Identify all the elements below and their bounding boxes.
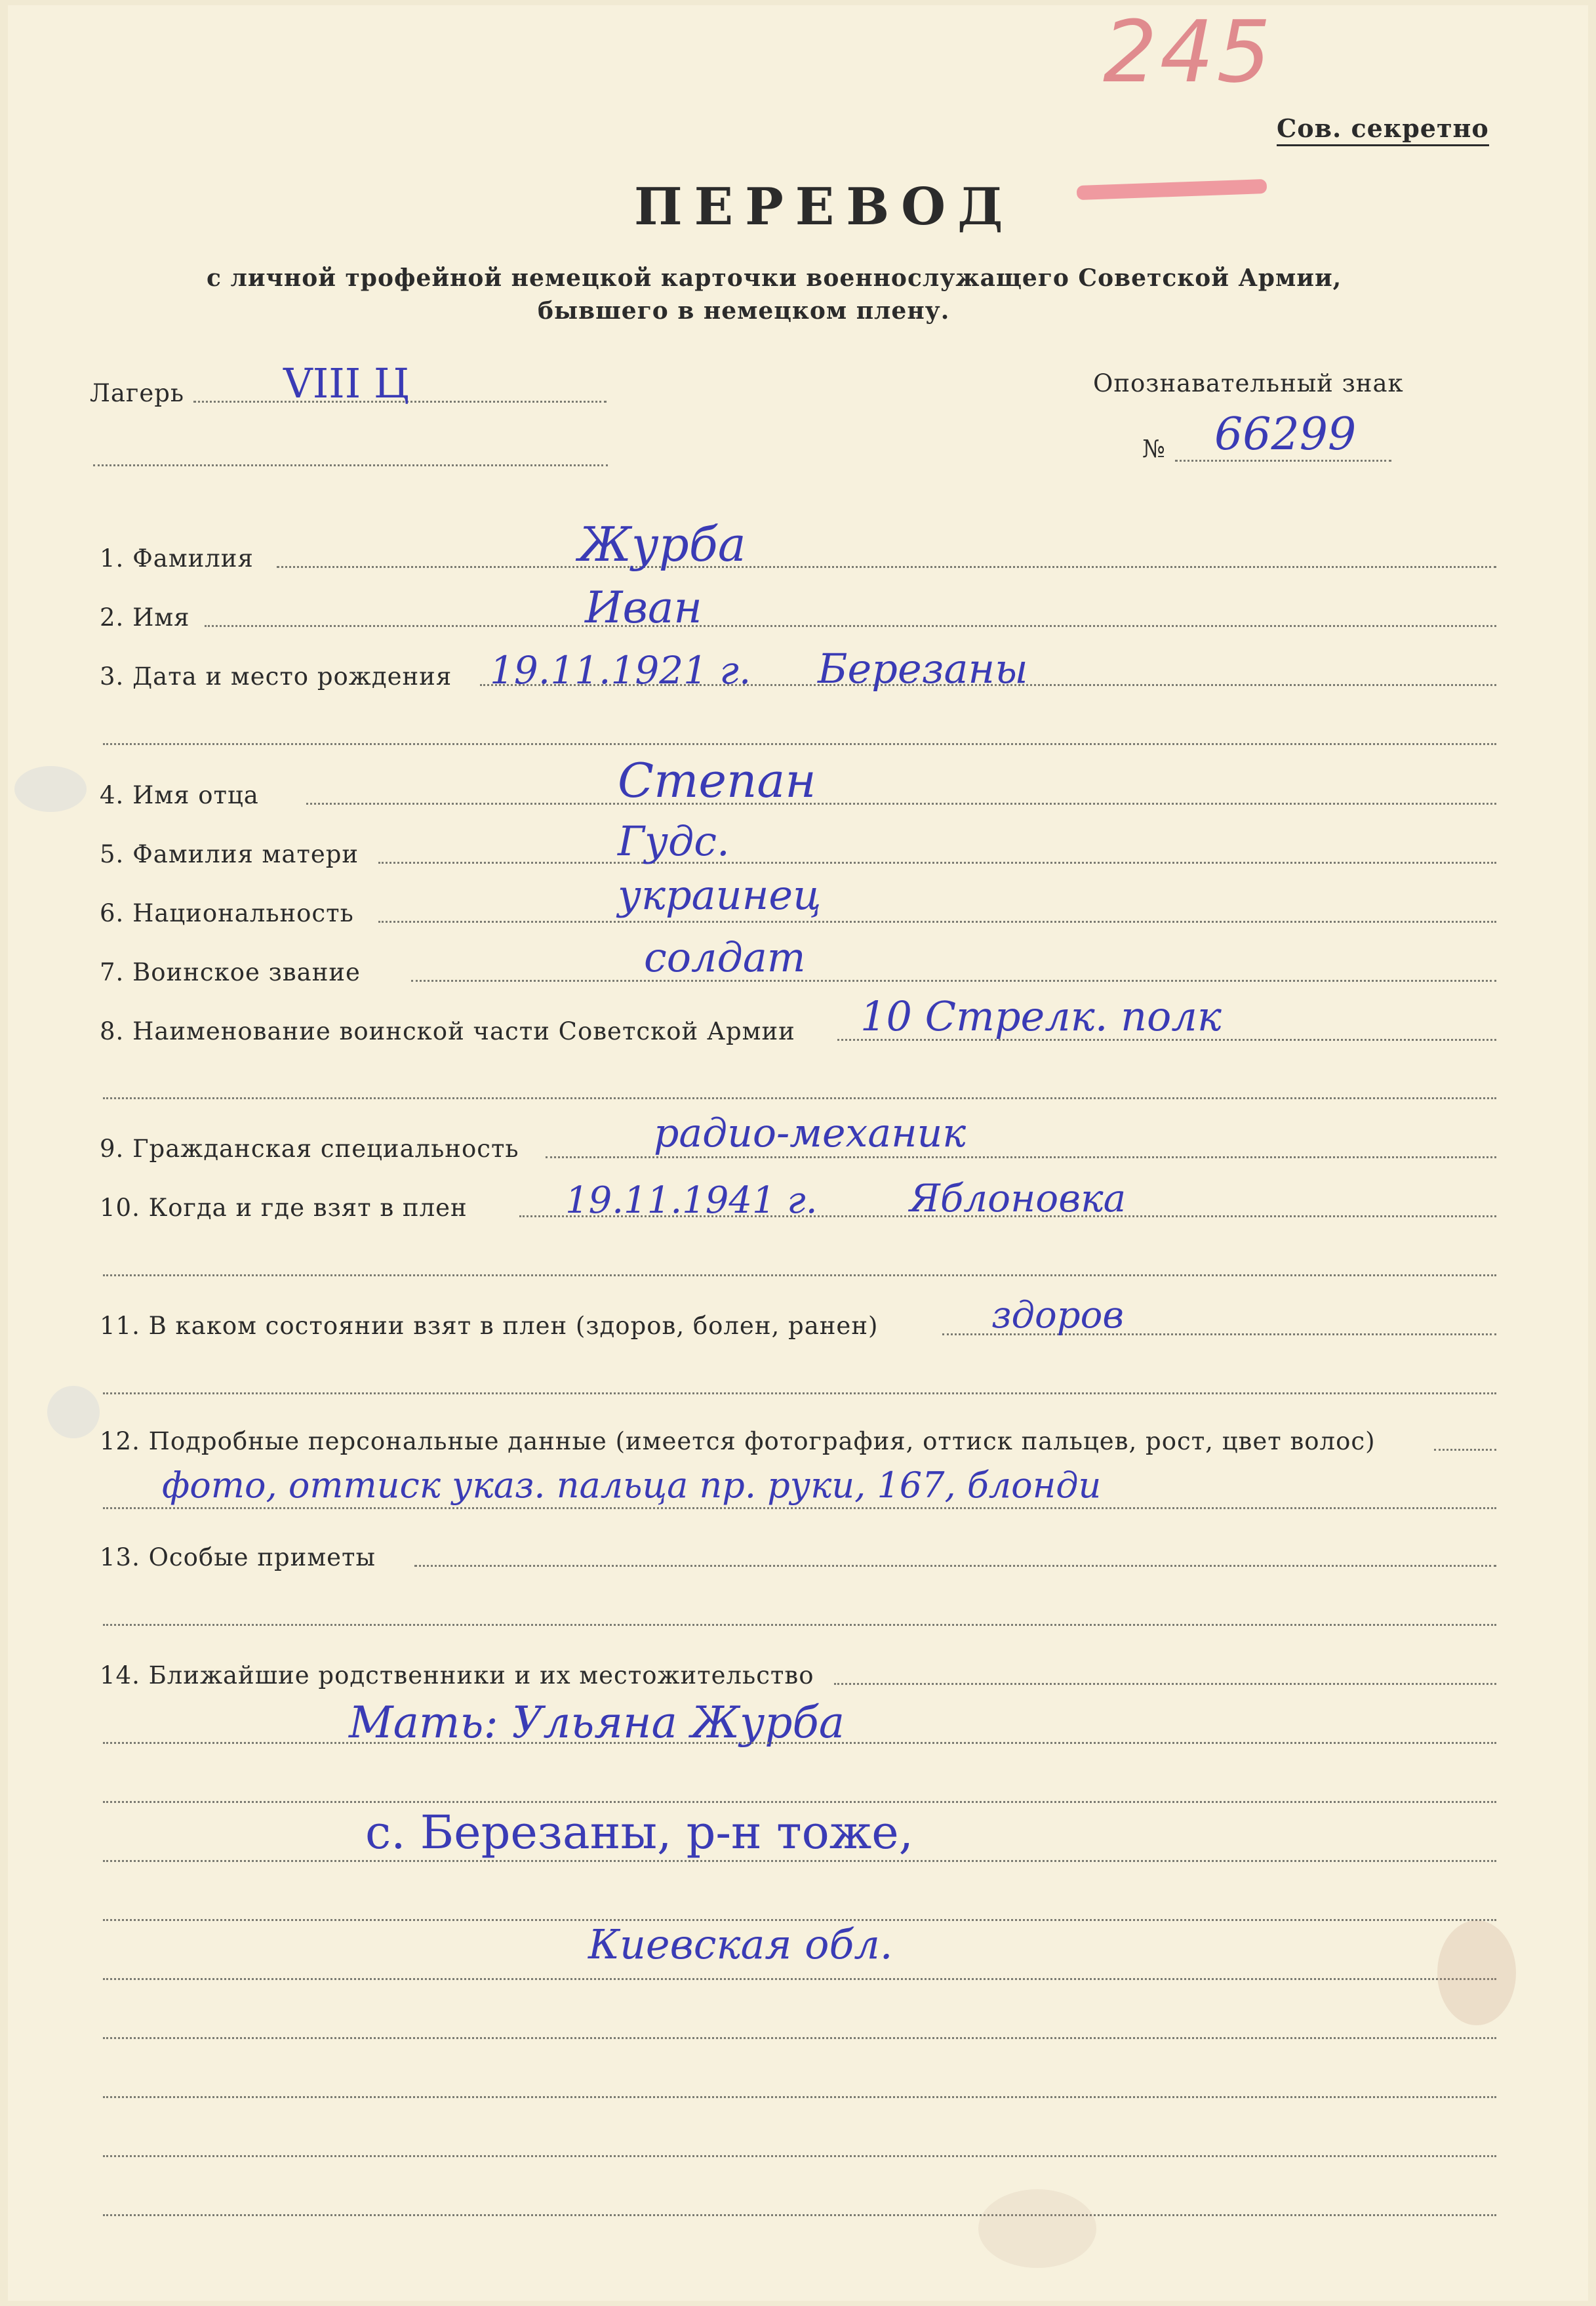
field-14-line-2: с. Березаны, р-н тоже,: [365, 1806, 913, 1859]
field-4-line: [306, 803, 1496, 805]
id-mark-label: Опознавательный знак: [1093, 369, 1404, 397]
field-14-rule-7: [103, 2096, 1496, 2098]
field-7-line: [411, 980, 1496, 982]
stain-mark: [1437, 1920, 1516, 2025]
field-10-label: 10. Когда и где взят в плен: [100, 1194, 468, 1222]
field-14-rule-9: [103, 2214, 1496, 2216]
id-mark-value: 66299: [1214, 409, 1357, 460]
field-6-value: украинец: [618, 871, 822, 919]
field-2-label: 2. Имя: [100, 603, 190, 632]
field-3-place: Березаны: [818, 645, 1028, 693]
field-8-label: 8. Наименование воинской части Советской Армии: [100, 1017, 795, 1045]
field-8-line-2: [103, 1097, 1496, 1099]
field-5-value: Гудс.: [618, 817, 730, 865]
punch-hole-top: [14, 766, 87, 812]
field-11-label: 11. В каком состоянии взят в плен (здоров, болен, ранен): [100, 1312, 879, 1340]
field-7-label: 7. Воинское звание: [100, 958, 361, 986]
field-9-label: 9. Гражданская специальность: [100, 1135, 519, 1163]
field-12-line: [1434, 1449, 1496, 1451]
field-13-label: 13. Особые приметы: [100, 1543, 376, 1571]
red-pencil-mark: [1077, 179, 1267, 200]
secrecy-label: Сов. секретно: [1277, 113, 1489, 146]
field-14-rule-1: [103, 1742, 1496, 1744]
field-11-value: здоров: [991, 1294, 1124, 1337]
field-12-value: фото, оттиск указ. пальца пр. руки, 167, блонди: [162, 1465, 1102, 1506]
field-10-line-2: [103, 1274, 1496, 1276]
field-10-place: Яблоновка: [909, 1176, 1127, 1221]
field-14-rule-3: [103, 1860, 1496, 1862]
camp-line-2: [93, 464, 608, 466]
document-page: [8, 5, 1588, 2301]
field-1-value: Журба: [578, 517, 746, 572]
field-5-label: 5. Фамилия матери: [100, 840, 359, 868]
field-2-line: [205, 625, 1496, 627]
field-11-line-2: [103, 1392, 1496, 1394]
field-13-line: [414, 1565, 1496, 1567]
field-9-value: радио-механик: [654, 1110, 967, 1156]
field-13-line-2: [103, 1624, 1496, 1626]
subtitle-line-1: с личной трофейной немецкой карточки военнослужащего Советской Армии,: [207, 264, 1342, 292]
stamp-number: 245: [1103, 5, 1274, 102]
field-14-line-1: Мать: Ульяна Журба: [349, 1697, 845, 1748]
field-9-line: [546, 1156, 1496, 1158]
field-7-value: солдат: [644, 933, 806, 981]
field-14-label: 14. Ближайшие родственники и их местожительство: [100, 1661, 814, 1689]
field-5-line: [378, 862, 1496, 864]
punch-hole-bottom: [47, 1386, 100, 1438]
field-3-label: 3. Дата и место рождения: [100, 662, 452, 691]
field-6-label: 6. Национальность: [100, 899, 354, 927]
field-3-date: 19.11.1921 г.: [490, 648, 751, 693]
field-1-line: [277, 566, 1496, 568]
field-14-rule-5: [103, 1978, 1496, 1980]
field-12-line-2: [103, 1507, 1496, 1509]
field-14-rule-8: [103, 2155, 1496, 2157]
id-mark-no: №: [1142, 435, 1167, 463]
camp-label: Лагерь: [90, 379, 185, 407]
field-4-label: 4. Имя отца: [100, 781, 259, 809]
page-title: ПЕРЕВОД: [634, 177, 1015, 237]
field-8-value: 10 Стрелк. полк: [860, 992, 1222, 1040]
field-14-rule-2: [103, 1801, 1496, 1803]
field-14-line-3: Киевская обл.: [588, 1920, 893, 1968]
field-6-line: [378, 921, 1496, 923]
field-10-date: 19.11.1941 г.: [565, 1179, 818, 1222]
field-14-rule-6: [103, 2037, 1496, 2039]
camp-value: VIII Ц: [283, 359, 410, 407]
stain-mark-2: [978, 2189, 1096, 2268]
field-2-value: Иван: [585, 582, 702, 633]
field-12-label: 12. Подробные персональные данные (имеется фотография, оттиск пальцев, рост, цвет волос): [100, 1427, 1376, 1455]
field-1-label: 1. Фамилия: [100, 544, 254, 573]
field-14-line: [834, 1683, 1496, 1685]
subtitle-line-2: бывшего в немецком плену.: [538, 297, 950, 325]
field-4-value: Степан: [618, 753, 816, 808]
field-3-line-2: [103, 743, 1496, 745]
